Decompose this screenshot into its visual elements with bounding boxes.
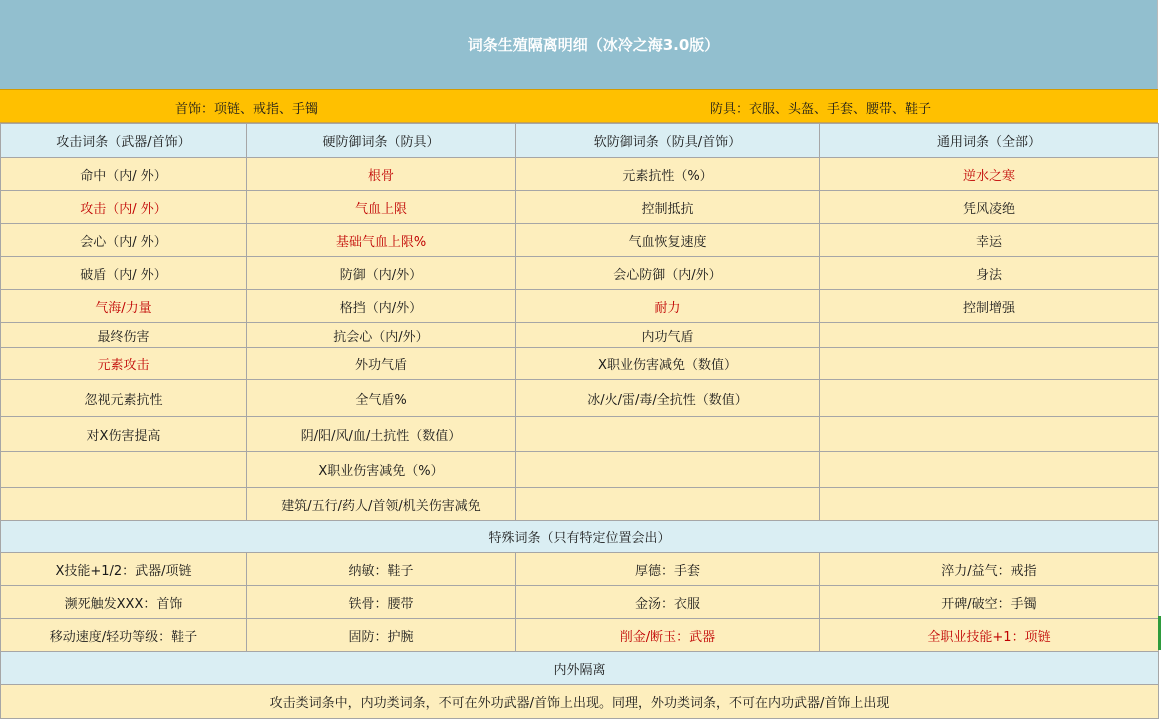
cell[interactable]: 全气盾% bbox=[247, 380, 516, 417]
cell[interactable]: X职业伤害减免（%） bbox=[247, 452, 516, 488]
cell[interactable]: 金汤：衣服 bbox=[516, 586, 820, 619]
cell[interactable]: X技能+1/2：武器/项链 bbox=[1, 553, 247, 586]
table-row bbox=[1, 323, 1159, 348]
column-header-row bbox=[1, 124, 1159, 158]
table-row bbox=[1, 290, 1159, 323]
cell[interactable]: 固防：护腕 bbox=[247, 619, 516, 652]
cell[interactable]: 破盾（内/ 外） bbox=[1, 257, 247, 290]
cell[interactable] bbox=[516, 452, 820, 488]
cell[interactable] bbox=[820, 348, 1159, 380]
cell[interactable]: 气血上限 bbox=[247, 191, 516, 224]
cell[interactable]: 幸运 bbox=[820, 224, 1159, 257]
cell[interactable]: 气海/力量 bbox=[1, 290, 247, 323]
cell[interactable] bbox=[820, 488, 1159, 521]
cell[interactable]: 硬防御词条（防具） bbox=[247, 124, 516, 158]
category-armor: 防具：衣服、头盔、手套、腰带、鞋子 bbox=[710, 102, 932, 117]
cell[interactable]: 元素攻击 bbox=[1, 348, 247, 380]
cell[interactable] bbox=[820, 452, 1159, 488]
isolation-header-cell[interactable]: 内外隔离 bbox=[1, 652, 1159, 685]
table-row bbox=[1, 348, 1159, 380]
cell[interactable]: 建筑/五行/药人/首领/机关伤害减免 bbox=[247, 488, 516, 521]
special-affix-header bbox=[1, 521, 1159, 553]
cell[interactable]: 会心防御（内/外） bbox=[516, 257, 820, 290]
sheet-title[interactable] bbox=[0, 0, 1158, 89]
cell[interactable]: 攻击（内/ 外） bbox=[1, 191, 247, 224]
sheet-title-text: 词条生殖隔离明细（冰冷之海3.0版） bbox=[467, 36, 720, 54]
cell[interactable]: 软防御词条（防具/首饰） bbox=[516, 124, 820, 158]
isolation-header bbox=[1, 652, 1159, 685]
isolation-rule bbox=[1, 685, 1159, 719]
affix-table bbox=[0, 123, 1159, 719]
cell[interactable]: 濒死触发XXX：首饰 bbox=[1, 586, 247, 619]
special-affix-row bbox=[1, 553, 1159, 586]
cell[interactable]: 淬力/益气：戒指 bbox=[820, 553, 1159, 586]
cell[interactable]: 全职业技能+1：项链 bbox=[820, 619, 1159, 652]
cell[interactable] bbox=[820, 323, 1159, 348]
cell[interactable]: 对X伤害提高 bbox=[1, 417, 247, 452]
cell[interactable]: 格挡（内/外） bbox=[247, 290, 516, 323]
table-row bbox=[1, 417, 1159, 452]
cell[interactable] bbox=[516, 417, 820, 452]
cell[interactable]: 控制抵抗 bbox=[516, 191, 820, 224]
cell[interactable]: 内功气盾 bbox=[516, 323, 820, 348]
cell[interactable]: 攻击词条（武器/首饰） bbox=[1, 124, 247, 158]
cell[interactable]: 基础气血上限% bbox=[247, 224, 516, 257]
cell[interactable]: 凭风凌绝 bbox=[820, 191, 1159, 224]
cell[interactable]: 逆水之寒 bbox=[820, 158, 1159, 191]
cell[interactable]: 冰/火/雷/毒/全抗性（数值） bbox=[516, 380, 820, 417]
cell[interactable]: 阴/阳/风/血/土抗性（数值） bbox=[247, 417, 516, 452]
cell[interactable] bbox=[1, 488, 247, 521]
cell[interactable] bbox=[1, 452, 247, 488]
table-row bbox=[1, 257, 1159, 290]
cell[interactable] bbox=[516, 488, 820, 521]
cell[interactable]: 耐力 bbox=[516, 290, 820, 323]
cell[interactable]: 控制增强 bbox=[820, 290, 1159, 323]
cell[interactable]: 纳敏：鞋子 bbox=[247, 553, 516, 586]
cell[interactable]: 通用词条（全部） bbox=[820, 124, 1159, 158]
special-affix-row bbox=[1, 619, 1159, 652]
table-row bbox=[1, 224, 1159, 257]
cell[interactable]: 最终伤害 bbox=[1, 323, 247, 348]
cell[interactable] bbox=[820, 380, 1159, 417]
category-bar[interactable] bbox=[0, 89, 1158, 123]
cell[interactable]: X职业伤害减免（数值） bbox=[516, 348, 820, 380]
table-row bbox=[1, 158, 1159, 191]
special-affix-header-cell[interactable]: 特殊词条（只有特定位置会出） bbox=[1, 521, 1159, 553]
cell[interactable]: 会心（内/ 外） bbox=[1, 224, 247, 257]
cell[interactable]: 身法 bbox=[820, 257, 1159, 290]
cell[interactable]: 根骨 bbox=[247, 158, 516, 191]
cell[interactable]: 厚德：手套 bbox=[516, 553, 820, 586]
category-accessories: 首饰：项链、戒指、手镯 bbox=[175, 102, 319, 117]
cell[interactable]: 移动速度/轻功等级：鞋子 bbox=[1, 619, 247, 652]
table-row bbox=[1, 452, 1159, 488]
cell[interactable]: 元素抗性（%） bbox=[516, 158, 820, 191]
cell[interactable]: 忽视元素抗性 bbox=[1, 380, 247, 417]
table-row bbox=[1, 488, 1159, 521]
table-row bbox=[1, 191, 1159, 224]
cell[interactable]: 抗会心（内/外） bbox=[247, 323, 516, 348]
cell[interactable] bbox=[820, 417, 1159, 452]
isolation-rule-cell[interactable]: 攻击类词条中，内功类词条，不可在外功武器/首饰上出现。同理，外功类词条，不可在内功武器/首饰上出现 bbox=[1, 685, 1159, 719]
cell[interactable]: 气血恢复速度 bbox=[516, 224, 820, 257]
cell[interactable]: 外功气盾 bbox=[247, 348, 516, 380]
special-affix-row bbox=[1, 586, 1159, 619]
table-row bbox=[1, 380, 1159, 417]
selection-edge-marker bbox=[1158, 616, 1161, 650]
cell[interactable]: 削金/断玉：武器 bbox=[516, 619, 820, 652]
cell[interactable]: 开碑/破空：手镯 bbox=[820, 586, 1159, 619]
cell[interactable]: 命中（内/ 外） bbox=[1, 158, 247, 191]
cell[interactable]: 防御（内/外） bbox=[247, 257, 516, 290]
cell[interactable]: 铁骨：腰带 bbox=[247, 586, 516, 619]
